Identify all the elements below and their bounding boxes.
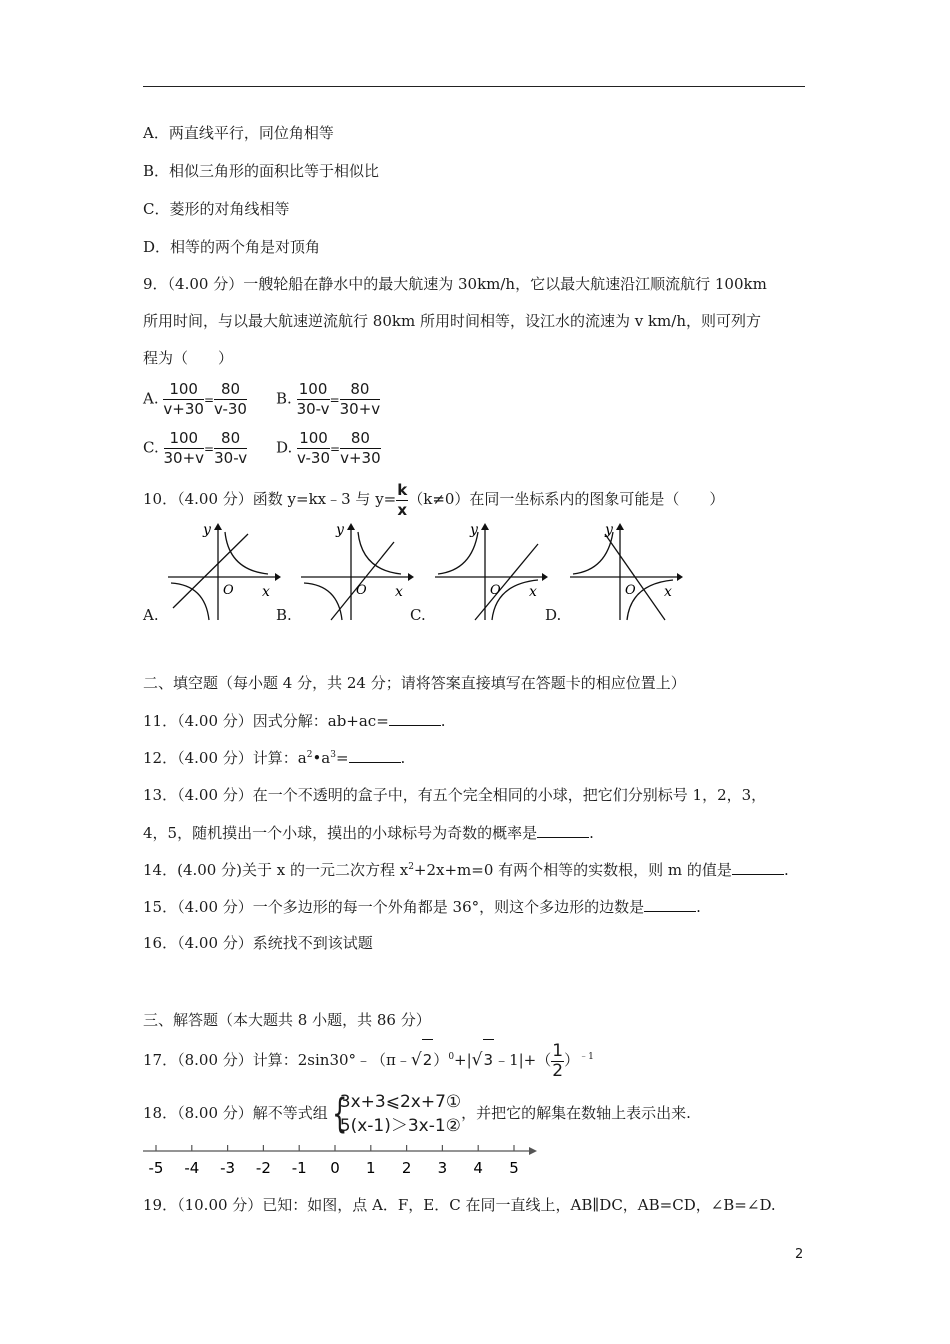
number-line-label: 4 bbox=[473, 1159, 483, 1177]
q10-option-d: D. bbox=[545, 606, 562, 624]
exponent: ﹣1 bbox=[579, 1052, 594, 1062]
equals-sign: = bbox=[330, 441, 341, 456]
q11-text: 11．（4.00 分）因式分解：ab+ac= bbox=[143, 712, 389, 730]
number-line-label: 5 bbox=[509, 1159, 519, 1177]
equals-sign: = bbox=[329, 392, 340, 407]
equals-sign: = bbox=[203, 392, 214, 407]
number-line bbox=[143, 1143, 543, 1179]
q10-graph-b bbox=[296, 520, 416, 622]
q10-graph-a bbox=[163, 520, 283, 622]
q14 bbox=[143, 859, 789, 880]
numerator: 80 bbox=[214, 380, 247, 400]
numerator: 80 bbox=[340, 380, 381, 400]
equals-sign: = bbox=[204, 441, 215, 456]
q12-equals: = bbox=[335, 749, 349, 767]
number-line-label: -4 bbox=[184, 1159, 200, 1177]
origin-label: O bbox=[490, 583, 501, 598]
q17-text: 17．（8.00 分）计算：2sin30°﹣（π﹣ bbox=[143, 1051, 411, 1069]
q16: 16．（4.00 分）系统找不到该试题 bbox=[143, 934, 373, 952]
q10-stem-post: （k≠0）在同一坐标系内的图象可能是（ ） bbox=[408, 490, 725, 508]
exponent: 2 bbox=[306, 750, 313, 760]
number-line-label: -5 bbox=[148, 1159, 164, 1177]
answer-blank bbox=[732, 859, 784, 875]
fraction-one-half bbox=[551, 1042, 564, 1081]
q9-line-1: 9．（4.00 分）一艘轮船在静水中的最大航速为 30km/h，它以最大航速沿江顺流航行 100km bbox=[143, 275, 767, 293]
inequality-2: 5(x-1)＞3x-1② bbox=[339, 1116, 461, 1136]
denominator: v+30 bbox=[163, 400, 204, 418]
q10-option-b: B. bbox=[276, 606, 292, 624]
number-line-label: 2 bbox=[401, 1159, 412, 1177]
denominator: x bbox=[397, 500, 408, 519]
numerator: 80 bbox=[340, 429, 381, 449]
q10-graph-c bbox=[430, 520, 550, 622]
q10-option-a: A. bbox=[143, 606, 159, 624]
q15 bbox=[143, 896, 701, 917]
q18-text-post: ，并把它的解集在数轴上表示出来. bbox=[461, 1104, 691, 1122]
axis-y-label: y bbox=[470, 522, 478, 538]
number-line-label: -3 bbox=[220, 1159, 236, 1177]
answer-blank bbox=[349, 747, 401, 763]
section3-heading: 三、解答题（本大题共 8 小题，共 86 分） bbox=[143, 1011, 431, 1029]
q15-text: 15．（4.00 分）一个多边形的每一个外角都是 36°，则这个多边形的边数是 bbox=[143, 898, 645, 916]
denominator: v-30 bbox=[214, 400, 247, 418]
numerator: 80 bbox=[214, 429, 247, 449]
sqrt-icon: √ bbox=[410, 1050, 422, 1070]
option-label: B. bbox=[276, 389, 292, 408]
numerator: k bbox=[397, 480, 408, 499]
fraction bbox=[214, 429, 247, 468]
radicand: 2 bbox=[422, 1039, 434, 1080]
denominator: v+30 bbox=[340, 449, 381, 467]
q10-stem-pre: 10．（4.00 分）函数 y=kx﹣3 与 y= bbox=[143, 490, 397, 508]
axis-y-label: y bbox=[336, 522, 344, 538]
axis-y-label: y bbox=[203, 522, 211, 538]
fraction bbox=[164, 429, 205, 468]
period: . bbox=[783, 861, 789, 879]
axis-x-label: x bbox=[664, 584, 672, 600]
inequality-system bbox=[328, 1090, 461, 1138]
denominator: 2 bbox=[552, 1060, 564, 1081]
number-line-ticks bbox=[149, 1145, 519, 1177]
answer-blank bbox=[644, 896, 696, 912]
radicand: 3 bbox=[483, 1039, 495, 1080]
period: . bbox=[696, 898, 701, 916]
header-rule bbox=[143, 86, 805, 87]
axis-y-label: y bbox=[605, 522, 613, 538]
numerator: 100 bbox=[297, 380, 330, 400]
q18 bbox=[143, 1088, 691, 1138]
origin-label: O bbox=[625, 583, 636, 598]
origin-label: O bbox=[356, 583, 367, 598]
number-line-label: -1 bbox=[291, 1159, 307, 1177]
q12 bbox=[143, 747, 405, 768]
fraction bbox=[163, 380, 204, 419]
brace-icon: { bbox=[331, 1091, 348, 1137]
q8-option-d: D．相等的两个角是对顶角 bbox=[143, 238, 321, 256]
fraction-k-over-x bbox=[396, 481, 408, 520]
fraction bbox=[340, 380, 381, 419]
q10-option-c: C. bbox=[410, 606, 426, 624]
axis-x-label: x bbox=[395, 584, 403, 600]
q13-text: 4，5，随机摸出一个小球，摸出的小球标号为奇数的概率是 bbox=[143, 824, 538, 842]
fraction bbox=[340, 429, 381, 468]
q8-option-c: C．菱形的对角线相等 bbox=[143, 200, 290, 218]
q10-stem bbox=[143, 480, 724, 520]
section2-heading: 二、填空题（每小题 4 分，共 24 分；请将答案直接填写在答题卡的相应位置上） bbox=[143, 674, 686, 692]
answer-blank bbox=[389, 710, 441, 726]
q17-paren-close: ） bbox=[564, 1051, 580, 1069]
exponent: 0 bbox=[448, 1052, 455, 1062]
option-label: A. bbox=[143, 389, 159, 408]
exponent: 2 bbox=[408, 862, 414, 872]
q18-text: 18．（8.00 分）解不等式组 bbox=[143, 1104, 328, 1122]
q10-graph-d bbox=[565, 520, 685, 622]
q17-paren: ） bbox=[433, 1051, 449, 1069]
q8-option-a: A．两直线平行，同位角相等 bbox=[143, 124, 334, 142]
numerator: 100 bbox=[297, 429, 330, 449]
q9-option-c bbox=[143, 429, 247, 468]
q9-option-d bbox=[276, 429, 381, 468]
number-line-label: -2 bbox=[255, 1159, 271, 1177]
answer-blank bbox=[537, 822, 589, 838]
q12-text: 12．（4.00 分）计算：a bbox=[143, 749, 307, 767]
sqrt-icon: √ bbox=[471, 1050, 483, 1070]
fraction bbox=[297, 380, 330, 419]
period: . bbox=[440, 712, 446, 730]
inequality-1: 3x+3⩽2x+7① bbox=[339, 1092, 462, 1112]
denominator: 30-v bbox=[296, 400, 330, 418]
numerator: 1 bbox=[552, 1040, 564, 1061]
origin-label: O bbox=[223, 583, 234, 598]
fraction bbox=[214, 380, 247, 419]
number-line-label: 0 bbox=[330, 1159, 340, 1177]
q13-line-1: 13．（4.00 分）在一个不透明的盒子中，有五个完全相同的小球，把它们分别标号 1，2，3， bbox=[143, 786, 767, 804]
denominator: 30+v bbox=[339, 400, 381, 418]
number-line-label: 1 bbox=[366, 1159, 376, 1177]
axis-x-label: x bbox=[262, 584, 270, 600]
q8-option-b: B．相似三角形的面积比等于相似比 bbox=[143, 162, 380, 180]
exponent: 3 bbox=[330, 750, 336, 760]
period: . bbox=[400, 749, 406, 767]
denominator: 30+v bbox=[163, 449, 205, 467]
page-number: 2 bbox=[795, 1247, 804, 1262]
q9-line-2: 所用时间，与以最大航速逆流航行 80km 所用时间相等，设江水的流速为 v km/h，则可列方 bbox=[143, 312, 761, 330]
q19: 19．（10.00 分）已知：如图，点 A．F，E．C 在同一直线上，AB∥DC，AB=CD，∠B=∠D. bbox=[143, 1196, 776, 1214]
q9-line-3: 程为（ ） bbox=[143, 349, 234, 367]
q14-text: 14．(4.00 分)关于 x 的一元二次方程 x bbox=[143, 861, 409, 879]
q11 bbox=[143, 710, 446, 731]
q14-text-post: +2x+m=0 有两个相等的实数根，则 m 的值是 bbox=[413, 861, 732, 879]
q9-option-b bbox=[276, 380, 380, 419]
period: . bbox=[589, 824, 594, 842]
numerator: 100 bbox=[163, 380, 204, 400]
q13-line-2 bbox=[143, 822, 594, 843]
denominator: v-30 bbox=[297, 449, 331, 467]
option-label: D. bbox=[276, 438, 293, 457]
q17 bbox=[143, 1039, 594, 1081]
number-line-label: 3 bbox=[437, 1159, 448, 1177]
q9-option-a bbox=[143, 380, 247, 419]
q17-abs-close: ﹣1|+（ bbox=[494, 1051, 552, 1069]
fraction bbox=[297, 429, 330, 468]
q17-abs-open: +| bbox=[454, 1051, 472, 1069]
axis-x-label: x bbox=[529, 584, 537, 600]
option-label: C. bbox=[143, 438, 159, 457]
q12-mid: •a bbox=[312, 749, 331, 767]
denominator: 30-v bbox=[214, 449, 248, 467]
numerator: 100 bbox=[164, 429, 205, 449]
